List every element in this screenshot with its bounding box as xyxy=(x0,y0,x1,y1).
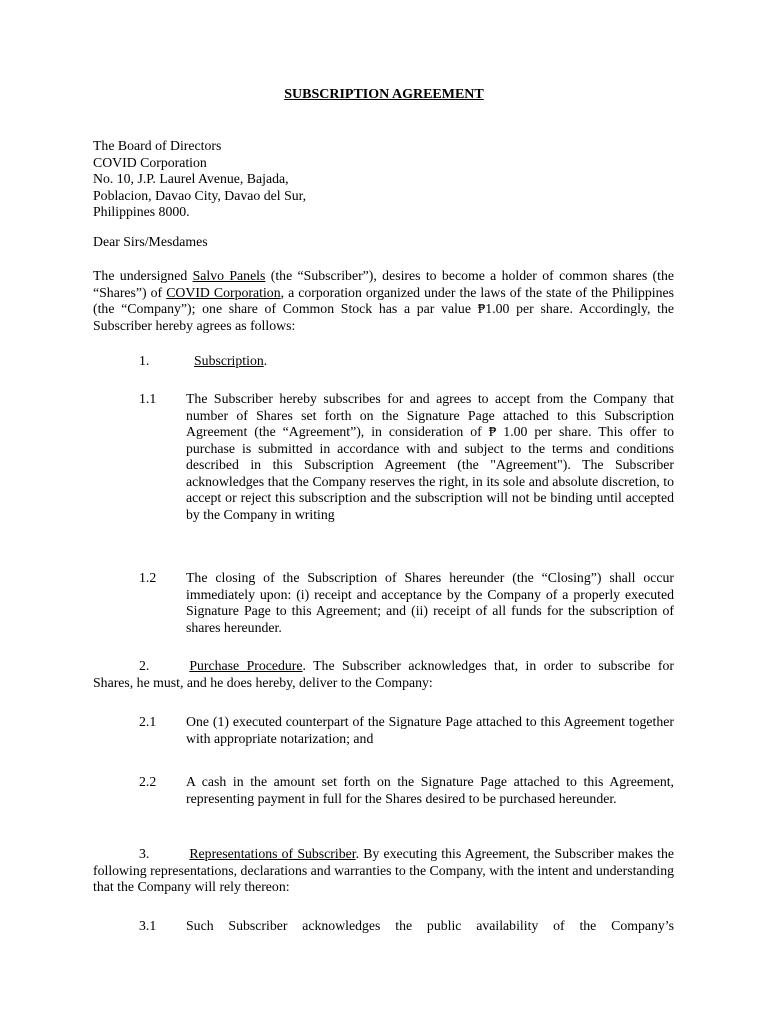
salutation: Dear Sirs/Mesdames xyxy=(93,234,208,249)
section-text: . The Subscriber acknowledges that, in order to subscribe for Shares, he must, and he does hereby, deliver to the Company: xyxy=(93,658,674,690)
intro-text: The undersigned xyxy=(93,268,193,283)
section-paragraph xyxy=(93,658,674,691)
subscriber-name: Salvo Panels xyxy=(192,268,266,283)
recipient-address xyxy=(93,138,306,221)
clause-text: The closing of the Subscription of Shares hereunder (the “Closing”) shall occur immediately upon: (i) receipt and acceptance by the Company of a properly executed Signature Page to this Agreement; and (ii) receipt of all funds for the subscription of shares hereunder. xyxy=(186,570,674,635)
section-heading: Purchase Procedure xyxy=(189,658,303,673)
address-line: The Board of Directors xyxy=(93,138,222,153)
clause-text: The Subscriber hereby subscribes for and agrees to accept from the Company that number of Shares set forth on the Signature Page attached to this Subscription Agreement (the “Agreement”), in consideration of ₱ 1.00 per share. This offer to purchase is submitted in accordance with and subject to the terms and conditions described in this Subscription Agreement (the "Agreement"). The Subscriber acknowledges that the Company reserves the right, in its sole and absolute discretion, to accept or reject this subscription and the subscription will not be binding until accepted by the Company in writing xyxy=(186,391,674,522)
heading-suffix: . xyxy=(263,353,268,368)
clause-text: One (1) executed counterpart of the Signature Page attached to this Agreement together with appropriate notarization; and xyxy=(186,714,674,746)
clause-text: Such Subscriber acknowledges the public availability of the Company’s xyxy=(186,918,674,933)
section-number: 2. xyxy=(139,658,150,673)
section-number: 3. xyxy=(139,846,150,861)
section-paragraph xyxy=(93,846,674,896)
section-heading xyxy=(194,353,267,370)
intro-text: (the “Subscriber”), desires to become a holder of common shares (the “Shares”) of xyxy=(93,268,674,300)
clause-number: 1.1 xyxy=(139,391,157,406)
address-line: COVID Corporation xyxy=(93,154,207,170)
clause-number: 1.2 xyxy=(139,570,157,585)
section-number: 1. xyxy=(139,353,150,368)
clause-text: A cash in the amount set forth on the Signature Page attached to this Agreement, representing payment in full for the Shares desired to be purchased hereunder. xyxy=(186,774,674,806)
clause-number: 2.2 xyxy=(139,774,157,789)
company-name: COVID Corporation xyxy=(166,284,281,300)
address-line: No. 10, J.P. Laurel Avenue, Bajada, xyxy=(93,171,289,186)
section-heading-text: Subscription xyxy=(194,353,264,368)
section-heading: Representations of Subscriber xyxy=(189,846,356,861)
section-text: . By executing this Agreement, the Subscriber makes the following representations, declarations and warranties to the Company, with the intent and understanding that the Company will rely thereon: xyxy=(93,846,675,894)
clause-number: 2.1 xyxy=(139,714,157,729)
document-title: SUBSCRIPTION AGREEMENT xyxy=(284,87,484,102)
address-line: Poblacion, Davao City, Davao del Sur, xyxy=(93,187,307,203)
intro-text: , a corporation organized under the laws of the state of the Philippines (the “Company”); one share of Common Stock has a par value ₱1.00 per share. Accordingly, the Subscriber hereby agrees as follows: xyxy=(93,284,674,333)
address-line: Philippines 8000. xyxy=(93,204,190,219)
intro-paragraph xyxy=(93,268,674,334)
clause-number: 3.1 xyxy=(139,918,157,933)
